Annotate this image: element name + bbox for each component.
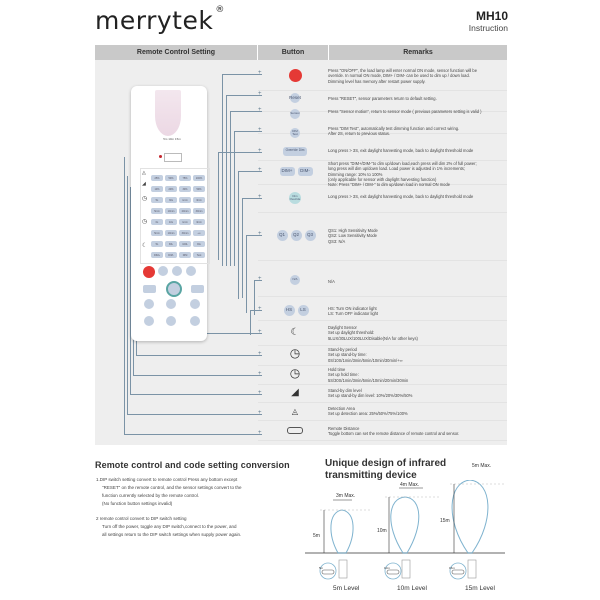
remark-line: long press will dim up/down load. Load power is adjusted in 1% increments; <box>328 166 465 172</box>
reset-button-icon: Reset <box>290 93 300 103</box>
remote-key[interactable]: 10s <box>165 219 177 225</box>
conversion-line: 2 remote control convert to DIP switch setting <box>96 516 187 522</box>
remote-key[interactable]: 30min <box>193 208 205 214</box>
q2-button-icon: Q2 <box>291 230 302 241</box>
remark-line: Stand-by period <box>328 347 357 352</box>
remote-dimtest-button[interactable] <box>186 266 196 276</box>
dim-test-button-icon: DIM Test <box>290 128 300 138</box>
dip-switch[interactable] <box>164 153 182 162</box>
remote-key[interactable]: 3min <box>193 197 205 203</box>
remark-line: Long press > 3S, exit daylight harvesting mode, back to daylight threshold mode <box>328 194 474 199</box>
remark-line: (only applicable for sensor with daylight harvesting function) <box>328 176 437 182</box>
conversion-text <box>96 476 286 539</box>
remark-row <box>328 406 506 417</box>
remote-key[interactable]: 100% <box>193 175 205 181</box>
remote-key[interactable]: 10% <box>151 186 163 192</box>
width-4m: 4m Max. <box>400 482 420 488</box>
remark-line: Press "DIM Test", automatically test dimming function and correct wiring. <box>328 126 460 131</box>
dim-level-side-icon: ◢ <box>142 181 146 187</box>
remote-key[interactable]: 5min <box>151 230 163 236</box>
switch-label-5m: 5m <box>319 566 324 570</box>
remark-line: Set up stand-by time: <box>328 352 367 358</box>
remote-key[interactable]: 3min <box>193 219 205 225</box>
remark-row <box>328 325 506 341</box>
remote-onoff-button[interactable] <box>143 266 155 278</box>
remote-dim-button[interactable] <box>190 316 200 326</box>
remote-key[interactable]: Test <box>193 252 205 258</box>
sensor-device-10m <box>402 560 410 578</box>
remark-line: Set up detection area: 25%/50%/75%/100% <box>328 411 408 417</box>
remote-key[interactable]: 30% <box>179 186 191 192</box>
remark-line: QS3: N/A <box>328 238 346 244</box>
remote-key[interactable]: 1min <box>179 197 191 203</box>
standby-clock-icon: ◷ <box>289 346 301 360</box>
conversion-line: Turn off the power, toggle any DIP switch,connect to the power, and <box>102 524 237 530</box>
brand-logo <box>95 6 223 35</box>
remark-row <box>328 228 506 244</box>
ir-emitter <box>155 90 181 136</box>
remote-keypad <box>140 168 210 264</box>
remote-key[interactable]: 5L <box>151 241 163 247</box>
infrared-beam-diagram <box>300 480 510 600</box>
remote-q3-button[interactable] <box>190 299 200 309</box>
remark-row <box>328 306 506 317</box>
conversion-line: all settings return to the DIP switch settings when supply power again. <box>102 532 242 538</box>
remote-q1-button[interactable] <box>144 299 154 309</box>
hs-button-icon: HS <box>284 305 295 316</box>
beam-5m <box>331 510 353 553</box>
registered-mark: ® <box>215 4 225 15</box>
q3-button-icon: Q3 <box>305 230 316 241</box>
remote-key[interactable]: DIM <box>179 252 191 258</box>
sensor-device-5m <box>339 560 347 578</box>
remote-key[interactable]: 20% <box>165 186 177 192</box>
col-button: Button <box>281 49 305 56</box>
infrared-title-line1: Unique design of infrared <box>325 458 447 469</box>
remark-line: Dimming level has memory after restart power supply. <box>328 78 426 84</box>
beam-10m <box>391 497 419 553</box>
remark-row <box>328 68 506 84</box>
remote-key[interactable]: 5s <box>151 197 163 203</box>
remark-line: Press "Sensor motion", return to sensor mode ( previous parameters setting is valid ) <box>328 109 482 114</box>
remark-line: Note: Press "DIM+ / DIM-" to dim up/down load in normal ON mode <box>328 182 451 188</box>
remark-row <box>328 388 506 399</box>
remote-override-button[interactable] <box>143 285 156 293</box>
override-dim-button-icon: Override Dim <box>283 147 307 156</box>
remote-key[interactable]: DIM- <box>165 252 177 258</box>
range-labels: 5m 10m 15m <box>163 137 181 141</box>
switch-label-15m: 15m <box>449 566 455 570</box>
remote-distance-switch-icon <box>287 427 303 434</box>
level-5m-label: 5m Level <box>333 585 360 592</box>
conversion-line: function currently selected by the remote control. <box>102 492 200 498</box>
remark-line: HS: Turn ON indicator light <box>328 306 377 311</box>
remark-row <box>328 426 506 437</box>
remark-line: N/A <box>328 279 335 284</box>
height-15m: 15m <box>440 518 450 524</box>
remote-key[interactable]: 75% <box>179 175 191 181</box>
remote-key[interactable]: 50% <box>193 186 205 192</box>
remark-line: Toggle bottom can set the remote distance of remote control and sensor. <box>328 431 460 437</box>
dim-minus-button-icon: DIM- <box>298 167 313 176</box>
remark-line: Set up hold time: <box>328 372 359 378</box>
dim-plus-button-icon: DIM+ <box>280 167 295 176</box>
remark-line: Short press "DIM+/DIM-"to dim up/down load,each press will dim 2% of full power; <box>328 161 477 166</box>
remark-line: Remote Distance <box>328 426 360 431</box>
remote-key[interactable]: 50% <box>165 175 177 181</box>
remote-reset-button[interactable] <box>158 266 168 276</box>
standby-dim-level-icon: ◢ <box>291 386 299 398</box>
remote-key[interactable]: 0s <box>151 219 163 225</box>
width-3m: 3m Max. <box>336 493 356 499</box>
hold-clock-icon: ◷ <box>289 366 301 380</box>
remark-line: QS1: High Sensitivity Mode <box>328 228 378 233</box>
remark-line: Press "ON/OFF", the load lamp will enter normal ON mode, sensor function will be <box>328 68 477 73</box>
model-name: MH10 <box>475 9 508 23</box>
remark-line: Detection Area <box>328 406 355 411</box>
ls-button-icon: LS <box>298 305 309 316</box>
remote-key[interactable]: 30s <box>165 197 177 203</box>
col-remarks: Remarks <box>403 49 433 56</box>
sensor-device-15m <box>468 560 476 578</box>
remark-row <box>328 367 506 383</box>
remark-line: override. In normal ON mode, DIM+ / DIM- can be used to dim up / down load. <box>328 73 470 79</box>
remote-na-button[interactable] <box>191 285 204 293</box>
remark-line: Daylight Sensor <box>328 325 357 330</box>
remark-line: Stand-by dim level <box>328 388 362 393</box>
remark-line: 5LUX/30LUX/100LUX/Disable(N/A for other keys) <box>328 335 418 341</box>
brand-name: merrytek <box>95 6 214 35</box>
remark-line: 0S/10S/1min/3min/5min/10min/30min/+∞ <box>328 357 403 363</box>
conversion-line: (No function button settings invalid) <box>102 500 173 506</box>
width-5m: 5m Max. <box>472 463 492 469</box>
doc-subtitle: Instruction <box>468 23 508 33</box>
remark-line: Set up daylight threshold: <box>328 330 375 336</box>
power-button-icon <box>289 69 302 82</box>
remark-row <box>328 194 506 199</box>
remark-line: QS2: Low Sensitivity Mode <box>328 233 377 239</box>
sensor-motion-button-icon: Sensor <box>290 109 300 119</box>
remote-daylight-button[interactable] <box>166 281 182 297</box>
remote-key[interactable]: 30min <box>179 230 191 236</box>
remote-key[interactable]: 100L <box>179 241 191 247</box>
conversion-line: 1.DIP switch setting convert to remote control Press any bottom except <box>96 477 238 482</box>
daylight-side-icon: ☾ <box>142 243 148 249</box>
remote-key[interactable]: 25% <box>151 175 163 181</box>
remote-key[interactable]: 10min <box>165 230 177 236</box>
remark-line: Long press > 3S, exit daylight harvesting mode, back to daylight threshold mode <box>328 148 474 153</box>
daylight-harvest-button-icon: Dim Override <box>289 192 301 204</box>
remark-row <box>328 161 506 188</box>
infrared-title-line2: transmitting device <box>325 470 417 481</box>
level-10m-label: 10m Level <box>397 585 427 592</box>
remark-row <box>328 126 506 137</box>
remote-key[interactable]: Dis <box>193 241 205 247</box>
table-header <box>95 45 507 60</box>
hold-clock-side-icon: ◷ <box>142 196 148 202</box>
model-block <box>469 9 508 33</box>
remote-key[interactable]: 5min <box>151 208 163 214</box>
height-5m: 5m <box>313 533 320 539</box>
infrared-title <box>325 458 446 482</box>
remark-line: Hold time <box>328 367 346 372</box>
remote-hs-button[interactable] <box>144 316 154 326</box>
conversion-line: "RESET" on the remote control, and the sensor settings convert to the <box>102 484 242 490</box>
q1-button-icon: Q1 <box>277 230 288 241</box>
switch-label-10m: 10m <box>384 566 390 570</box>
remark-line: Press "RESET", sensor parameters return to default setting. <box>328 96 437 101</box>
remote-ls-button[interactable] <box>166 316 176 326</box>
conversion-title: Remote control and code setting conversion <box>95 460 290 470</box>
remote-key[interactable]: DIM+ <box>151 252 163 258</box>
remote-q2-button[interactable] <box>166 299 176 309</box>
height-10m: 10m <box>377 528 387 534</box>
na-button-icon: N/A <box>290 275 300 285</box>
daylight-sensor-icon: ☾ <box>290 326 300 338</box>
col-remote-setting: Remote Control Setting <box>136 49 216 56</box>
remote-key[interactable]: 20min <box>179 208 191 214</box>
remark-line: LS: Turn OFF indicator light <box>328 311 379 317</box>
remote-key[interactable]: 30L <box>165 241 177 247</box>
standby-clock-side-icon: ◷ <box>142 219 148 225</box>
remark-row <box>328 109 506 114</box>
level-15m-label: 15m Level <box>465 585 495 592</box>
conversion-line <box>96 508 286 516</box>
detection-area-side-icon: ◬ <box>142 170 146 176</box>
remote-sensor-button[interactable] <box>172 266 182 276</box>
remark-row <box>328 96 506 101</box>
detection-area-icon: ◬ <box>291 406 299 416</box>
remote-key[interactable]: 1min <box>179 219 191 225</box>
remark-row <box>328 347 506 363</box>
remark-line: After 2S, return to previous status. <box>328 131 391 137</box>
beam-15m <box>452 480 488 553</box>
remark-row <box>328 279 506 284</box>
remark-line: Set up stand-by dim level: 10%/20%/30%/50% <box>328 393 413 399</box>
remote-key[interactable]: +∞ <box>193 230 205 236</box>
remark-row <box>328 148 506 153</box>
remote-key[interactable]: 10min <box>165 208 177 214</box>
remark-line: 5S/30S/1min/3min/5min/10min/20min/30min <box>328 377 409 383</box>
remark-line: Dimming range: 10% to 100% <box>328 171 383 177</box>
